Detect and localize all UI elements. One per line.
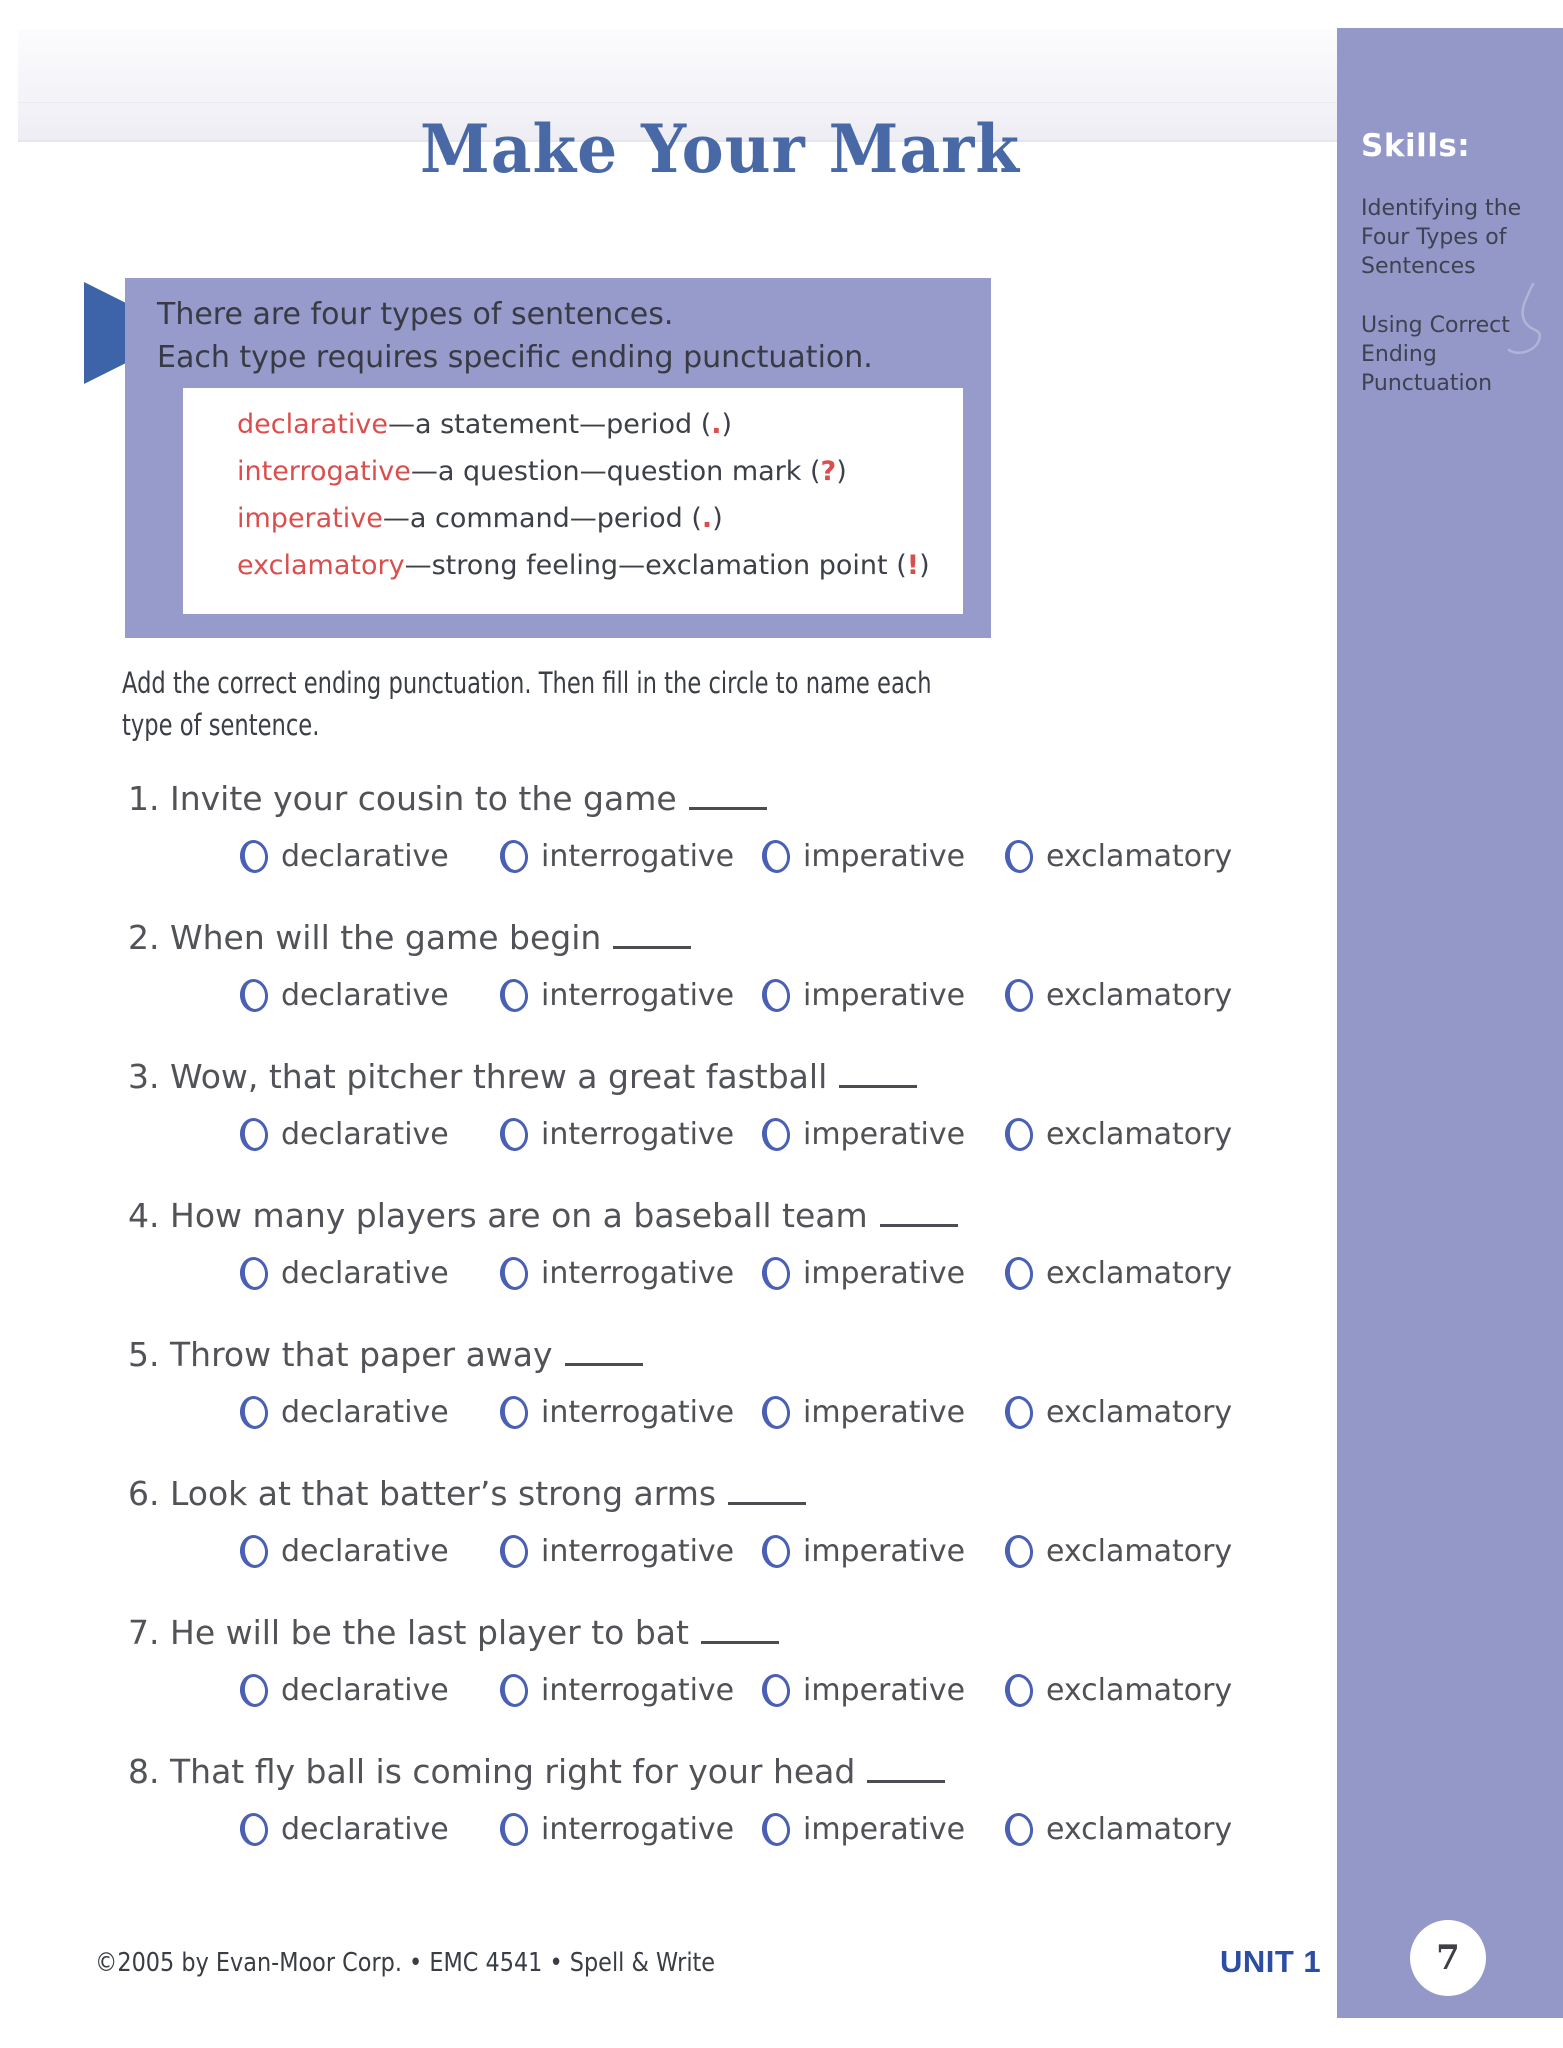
answer-option-interrogative xyxy=(500,1256,734,1291)
answer-option-declarative xyxy=(240,1534,449,1569)
definition-close-paren: ) xyxy=(712,503,723,534)
radio-imperative[interactable] xyxy=(760,1394,792,1430)
option-label: exclamatory xyxy=(1046,978,1233,1013)
question-sentence xyxy=(128,1752,945,1791)
radio-exclamatory[interactable] xyxy=(1003,1116,1035,1152)
skills-heading: Skills: xyxy=(1361,128,1471,164)
definition-close-paren: ) xyxy=(836,456,847,487)
option-label: exclamatory xyxy=(1046,1395,1233,1430)
radio-declarative[interactable] xyxy=(238,1255,270,1291)
option-label: imperative xyxy=(803,1673,966,1708)
intro-line-1: There are four types of sentences. xyxy=(157,297,674,332)
option-label: declarative xyxy=(281,839,449,874)
radio-interrogative[interactable] xyxy=(498,1116,530,1152)
option-label: declarative xyxy=(281,1534,449,1569)
radio-declarative[interactable] xyxy=(238,977,270,1013)
option-label: declarative xyxy=(281,1673,449,1708)
radio-exclamatory[interactable] xyxy=(1003,1255,1035,1291)
radio-declarative[interactable] xyxy=(238,1533,270,1569)
question-number: 5. xyxy=(128,1335,160,1374)
radio-imperative[interactable] xyxy=(760,1116,792,1152)
answer-option-declarative xyxy=(240,1812,449,1847)
answer-option-interrogative xyxy=(500,978,734,1013)
answer-option-imperative xyxy=(762,1673,965,1708)
definition-term: declarative xyxy=(237,409,388,440)
option-label: imperative xyxy=(803,1534,966,1569)
question-text: Invite your cousin to the game xyxy=(170,779,677,818)
option-label: interrogative xyxy=(541,1673,735,1708)
option-label: interrogative xyxy=(541,978,735,1013)
question-text: Throw that paper away xyxy=(170,1335,553,1374)
radio-imperative[interactable] xyxy=(760,1533,792,1569)
intro-line-2: Each type requires specific ending punctuation. xyxy=(157,339,873,375)
question-row xyxy=(0,1335,1337,1474)
definition-text: —a statement—period ( xyxy=(387,409,712,440)
option-label: interrogative xyxy=(541,1117,735,1152)
option-label: declarative xyxy=(281,1256,449,1291)
answer-option-interrogative xyxy=(500,839,734,874)
radio-imperative[interactable] xyxy=(760,977,792,1013)
answer-option-imperative xyxy=(762,1534,965,1569)
instructions-line-2: type of sentence. xyxy=(122,708,320,743)
radio-declarative[interactable] xyxy=(238,1116,270,1152)
option-label: exclamatory xyxy=(1046,839,1233,874)
skills-panel xyxy=(1337,28,1563,2018)
answer-options xyxy=(0,839,1337,883)
question-row xyxy=(0,779,1337,918)
answer-option-declarative xyxy=(240,839,449,874)
answer-blank[interactable] xyxy=(565,1337,643,1366)
answer-option-exclamatory xyxy=(1005,1812,1232,1847)
radio-interrogative[interactable] xyxy=(498,1533,530,1569)
question-number: 3. xyxy=(128,1057,160,1096)
option-label: declarative xyxy=(281,1812,449,1847)
answer-option-imperative xyxy=(762,839,965,874)
question-number: 1. xyxy=(128,779,160,818)
answer-options xyxy=(0,1534,1337,1578)
question-row xyxy=(0,1752,1337,1891)
answer-option-declarative xyxy=(240,978,449,1013)
radio-declarative[interactable] xyxy=(238,1672,270,1708)
answer-blank[interactable] xyxy=(701,1615,779,1644)
page-title: Make Your Mark xyxy=(419,110,1021,188)
option-label: declarative xyxy=(281,1117,449,1152)
question-number: 8. xyxy=(128,1752,160,1791)
radio-exclamatory[interactable] xyxy=(1003,1811,1035,1847)
question-text: Look at that batter’s strong arms xyxy=(170,1474,717,1513)
question-text: Wow, that pitcher threw a great fastball xyxy=(170,1057,828,1096)
definition-term: imperative xyxy=(237,503,383,534)
radio-exclamatory[interactable] xyxy=(1003,838,1035,874)
answer-option-declarative xyxy=(240,1395,449,1430)
definitions-list xyxy=(183,388,963,614)
answer-options xyxy=(0,1117,1337,1161)
instructions-text xyxy=(122,662,932,746)
skill-item: Using Correct Ending Punctuation xyxy=(1361,313,1510,397)
question-sentence xyxy=(128,918,691,957)
option-label: exclamatory xyxy=(1046,1673,1233,1708)
answer-option-interrogative xyxy=(500,1812,734,1847)
option-label: interrogative xyxy=(541,839,735,874)
answer-options xyxy=(0,1673,1337,1717)
question-sentence xyxy=(128,1335,643,1374)
answer-option-exclamatory xyxy=(1005,1395,1232,1430)
radio-interrogative[interactable] xyxy=(498,838,530,874)
definition-term: exclamatory xyxy=(237,550,405,581)
punctuation-mark: ! xyxy=(906,550,920,581)
question-number: 2. xyxy=(128,918,160,957)
answer-option-imperative xyxy=(762,1117,965,1152)
radio-imperative[interactable] xyxy=(760,1672,792,1708)
skill-item: Identifying the Four Types of Sentences xyxy=(1361,196,1522,280)
answer-option-interrogative xyxy=(500,1673,734,1708)
radio-imperative[interactable] xyxy=(760,1255,792,1291)
intro-box xyxy=(125,278,991,638)
intro-heading xyxy=(157,294,957,379)
footer-copyright: ©2005 by Evan-Moor Corp. • EMC 4541 • Spell & Write xyxy=(95,1948,716,1978)
option-label: imperative xyxy=(803,1256,966,1291)
pen-squiggle-mark xyxy=(1495,278,1555,368)
answer-options xyxy=(0,1256,1337,1300)
question-number: 7. xyxy=(128,1613,160,1652)
answer-option-declarative xyxy=(240,1673,449,1708)
questions-list xyxy=(0,779,1337,1891)
question-sentence xyxy=(128,1057,917,1096)
answer-options xyxy=(0,1395,1337,1439)
answer-option-declarative xyxy=(240,1256,449,1291)
radio-imperative[interactable] xyxy=(760,1811,792,1847)
answer-blank[interactable] xyxy=(867,1754,945,1783)
radio-exclamatory[interactable] xyxy=(1003,1394,1035,1430)
question-row xyxy=(0,1613,1337,1752)
answer-option-exclamatory xyxy=(1005,1256,1232,1291)
definition-text: —a question—question mark ( xyxy=(410,456,821,487)
option-label: imperative xyxy=(803,1117,966,1152)
answer-option-imperative xyxy=(762,1812,965,1847)
definition-close-paren: ) xyxy=(919,550,930,581)
radio-interrogative[interactable] xyxy=(498,1255,530,1291)
answer-option-exclamatory xyxy=(1005,1534,1232,1569)
question-row xyxy=(0,1057,1337,1196)
option-label: declarative xyxy=(281,978,449,1013)
option-label: imperative xyxy=(803,978,966,1013)
question-text: How many players are on a baseball team xyxy=(170,1196,868,1235)
answer-blank[interactable] xyxy=(613,920,691,949)
option-label: interrogative xyxy=(541,1256,735,1291)
answer-blank[interactable] xyxy=(689,781,767,810)
option-label: imperative xyxy=(803,1812,966,1847)
option-label: declarative xyxy=(281,1395,449,1430)
punctuation-mark: ? xyxy=(820,456,837,487)
answer-option-exclamatory xyxy=(1005,1117,1232,1152)
question-number: 6. xyxy=(128,1474,160,1513)
question-text: That fly ball is coming right for your head xyxy=(170,1752,856,1791)
option-label: imperative xyxy=(803,1395,966,1430)
question-sentence xyxy=(128,1196,958,1235)
option-label: exclamatory xyxy=(1046,1117,1233,1152)
answer-option-interrogative xyxy=(500,1534,734,1569)
radio-interrogative[interactable] xyxy=(498,977,530,1013)
radio-exclamatory[interactable] xyxy=(1003,1672,1035,1708)
definition-close-paren: ) xyxy=(721,409,733,440)
radio-declarative[interactable] xyxy=(238,1394,270,1430)
page-number: 7 xyxy=(1436,1938,1460,1978)
question-sentence xyxy=(128,1474,806,1513)
definition-row xyxy=(237,452,963,499)
answer-option-exclamatory xyxy=(1005,839,1232,874)
definition-row xyxy=(237,405,963,452)
radio-declarative[interactable] xyxy=(238,1811,270,1847)
option-label: interrogative xyxy=(541,1534,735,1569)
option-label: exclamatory xyxy=(1046,1812,1233,1847)
definition-row xyxy=(237,546,963,593)
radio-exclamatory[interactable] xyxy=(1003,1533,1035,1569)
question-sentence xyxy=(128,1613,779,1652)
option-label: exclamatory xyxy=(1046,1534,1233,1569)
answer-option-interrogative xyxy=(500,1117,734,1152)
answer-option-imperative xyxy=(762,1395,965,1430)
answer-option-imperative xyxy=(762,1256,965,1291)
radio-interrogative[interactable] xyxy=(498,1811,530,1847)
option-label: interrogative xyxy=(541,1395,735,1430)
answer-option-exclamatory xyxy=(1005,1673,1232,1708)
punctuation-mark: . xyxy=(711,409,722,440)
instructions-line-1: Add the correct ending punctuation. Then fill in the circle to name each xyxy=(122,666,932,700)
question-row xyxy=(0,1196,1337,1335)
option-label: interrogative xyxy=(541,1812,735,1847)
unit-label: UNIT 1 xyxy=(1220,1944,1322,1979)
definition-text: —strong feeling—exclamation point ( xyxy=(404,550,907,581)
radio-exclamatory[interactable] xyxy=(1003,977,1035,1013)
answer-option-declarative xyxy=(240,1117,449,1152)
answer-option-imperative xyxy=(762,978,965,1013)
answer-option-interrogative xyxy=(500,1395,734,1430)
page-number-badge xyxy=(1410,1920,1486,1996)
definition-row xyxy=(237,499,963,546)
definition-text: —a command—period ( xyxy=(382,503,702,534)
question-sentence xyxy=(128,779,767,818)
answer-blank[interactable] xyxy=(728,1476,806,1505)
question-row xyxy=(0,1474,1337,1613)
answer-options xyxy=(0,1812,1337,1856)
answer-option-exclamatory xyxy=(1005,978,1232,1013)
question-row xyxy=(0,918,1337,1057)
punctuation-mark: . xyxy=(701,503,713,534)
option-label: exclamatory xyxy=(1046,1256,1233,1291)
answer-options xyxy=(0,978,1337,1022)
answer-blank[interactable] xyxy=(880,1198,958,1227)
definition-term: interrogative xyxy=(237,456,411,487)
radio-interrogative[interactable] xyxy=(498,1394,530,1430)
answer-blank[interactable] xyxy=(839,1059,917,1088)
radio-interrogative[interactable] xyxy=(498,1672,530,1708)
radio-imperative[interactable] xyxy=(760,838,792,874)
question-number: 4. xyxy=(128,1196,160,1235)
question-text: When will the game begin xyxy=(170,918,602,957)
radio-declarative[interactable] xyxy=(238,838,270,874)
option-label: imperative xyxy=(803,839,966,874)
question-text: He will be the last player to bat xyxy=(170,1613,689,1652)
